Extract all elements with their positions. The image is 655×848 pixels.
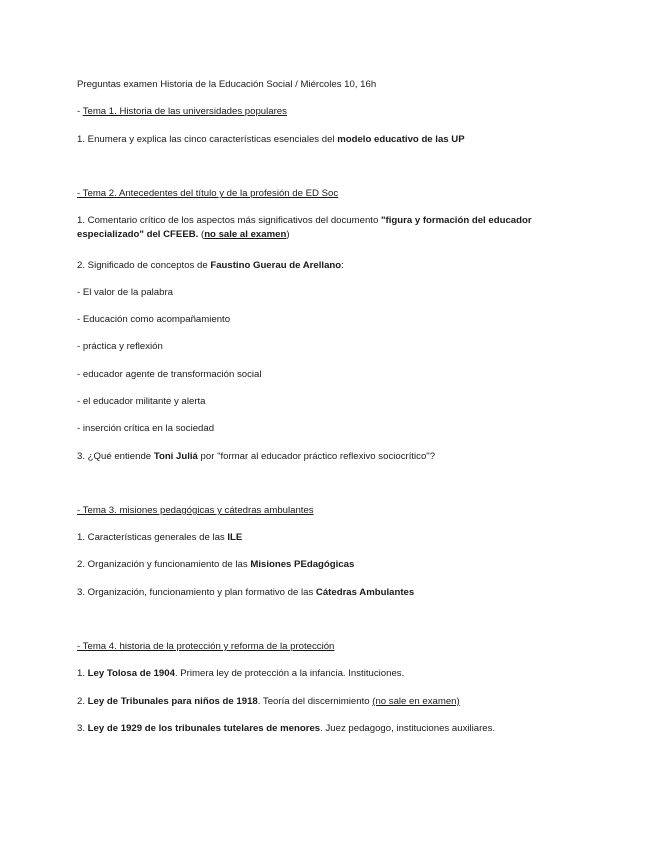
question-text: 3. ¿Qué entiende	[77, 451, 154, 462]
question-number: 1.	[77, 668, 88, 679]
exam-note: (no sale en examen)	[372, 696, 460, 707]
question-number: 2.	[77, 696, 88, 707]
question-bold: Ley de 1929 de los tribunales tutelares de menores	[87, 723, 321, 734]
concept-item: - educador agente de transformación social	[77, 369, 262, 380]
tema1-heading	[77, 105, 577, 119]
question-number: 3.	[77, 723, 88, 734]
note-close: )	[286, 229, 290, 240]
tema3-heading: - Tema 3. misiones pedagógicas y cátedras ambulantes	[77, 505, 314, 516]
question-bold: Faustino Guerau de Arellano	[210, 260, 342, 271]
tema3-question-2	[77, 558, 577, 572]
question-text: 2. Organización y funcionamiento de las	[77, 559, 251, 570]
tema4-question-3	[77, 722, 577, 736]
question-tail: . Teoría del discernimiento	[257, 696, 373, 707]
question-text: 1. Características generales de las	[77, 532, 228, 543]
tema3-question-3	[77, 586, 577, 600]
exam-note: no sale al examen	[204, 229, 287, 240]
tema4-question-2	[77, 695, 577, 709]
concept-item: - el educador militante y alerta	[77, 396, 206, 407]
question-bold: Ley Tolosa de 1904	[87, 668, 175, 679]
question-bold: Misiones PEdagógicas	[250, 559, 355, 570]
tema2-heading: - Tema 2. Antecedentes del título y de la profesión de ED Soc	[77, 188, 339, 199]
concept-item: - Educación como acompañamiento	[77, 314, 231, 325]
concept-item: - práctica y reflexión	[77, 341, 163, 352]
tema1-heading-text: Tema 1. Historia de las universidades populares	[82, 106, 287, 117]
question-bold: modelo educativo de las UP	[337, 134, 465, 145]
question-bold: Toni Juliá	[153, 451, 198, 462]
tema1-question-1	[77, 133, 577, 147]
question-tail: :	[341, 260, 344, 271]
tema2-question-1	[77, 214, 577, 242]
question-tail: por "formar al educador práctico reflexivo sociocrítico"?	[197, 451, 436, 462]
document-title: Preguntas examen Historia de la Educación Social / Miércoles 10, 16h	[77, 79, 377, 90]
question-bold: Ley de Tribunales para niños de 1918	[87, 696, 258, 707]
concept-item: - inserción crítica en la sociedad	[77, 423, 215, 434]
question-text: 1. Comentario crítico de los aspectos más significativos del documento	[77, 215, 381, 226]
question-text: 1. Enumera y explica las cinco características esenciales del	[77, 134, 338, 145]
question-text: 3. Organización, funcionamiento y plan formativo de las	[77, 587, 316, 598]
tema2-question-3	[77, 450, 577, 464]
note-open: (	[198, 229, 205, 240]
question-bold: Cátedras Ambulantes	[315, 587, 415, 598]
tema4-question-1	[77, 667, 577, 681]
question-text: 2. Significado de conceptos de	[77, 260, 211, 271]
tema4-heading: - Tema 4. historia de la protección y reforma de la protección	[77, 641, 335, 652]
tema3-question-1	[77, 531, 577, 545]
tema2-question-2	[77, 259, 577, 273]
question-tail: . Juez pedagogo, instituciones auxiliares.	[320, 723, 496, 734]
tema1-heading-prefix: -	[77, 106, 83, 117]
question-bold: ILE	[227, 532, 243, 543]
question-tail: . Primera ley de protección a la infancia. Instituciones.	[174, 668, 405, 679]
question-bold: "figura y formación del educador especializado" del CFEEB.	[77, 215, 532, 240]
concept-item: - El valor de la palabra	[77, 287, 173, 298]
